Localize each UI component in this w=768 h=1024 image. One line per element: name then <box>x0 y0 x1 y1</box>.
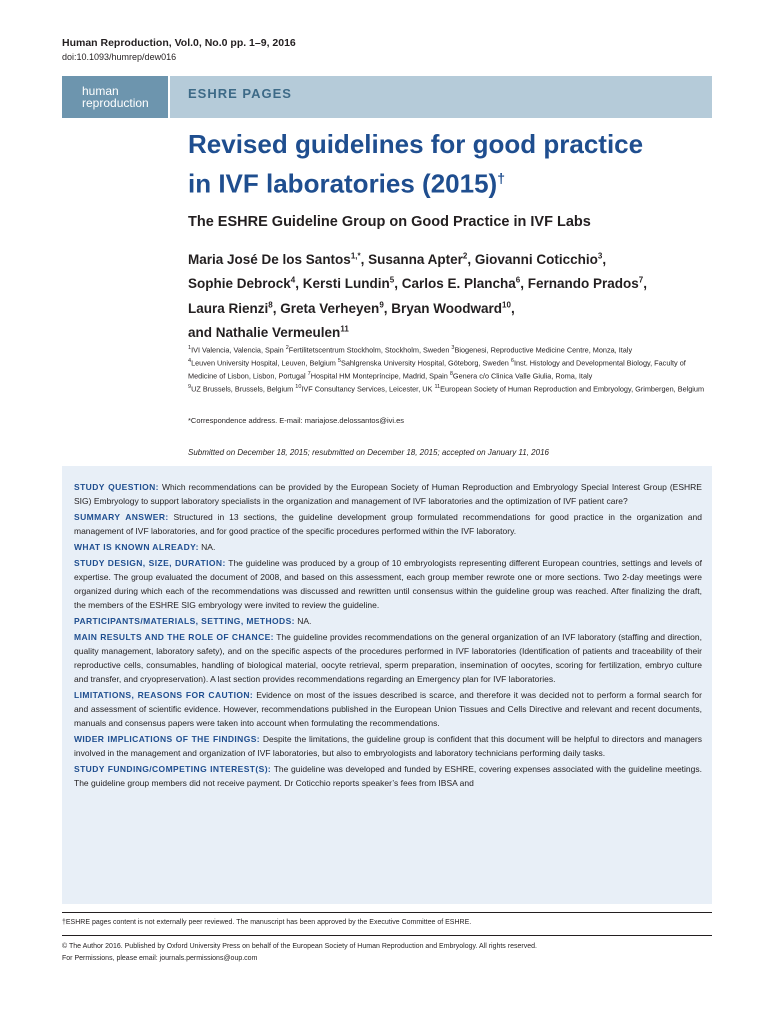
author: Giovanni Coticchio$^3$, <box>474 251 607 267</box>
abstract-heading: STUDY QUESTION: <box>74 482 159 492</box>
journal-citation: Human Reproduction, Vol.0, No.0 pp. 1–9, 2016 <box>62 37 296 49</box>
article-title <box>188 127 708 201</box>
author: Greta Verheyen$^9$, <box>280 300 392 316</box>
author-list <box>188 245 718 343</box>
title-line-2: in IVF laboratories (2015) <box>188 168 498 199</box>
abstract-body: Despite the limitations, the guideline group is confident that this document will be helpful to directors and managers involved in the management and organization of IVF laboratories, but also to embryologists and laboratory technicians performing daily tasks. <box>74 734 702 758</box>
affiliations: $^1$IVI Valencia, Valencia, Spain $^2$Fertilitetscentrum Stockholm, Stockholm, Sweden $^3$Biogenesi, Reproductive Medicine Centre, Monza, Italy $^4$Leuven University Hospital, Leuven, Belgium $^5$Sahlgrenska University Hospital, Göteborg, Sweden $^6$Inst. Histology and Developmental Biology, Faculty of Medicine of Lisbon, Lisbon, Portugal $^7$Hospital HM Montepríncipe, Madrid, Spain $^8$Genera c/o Clinica Valle Giulia, Roma, Italy $^9$UZ Brussels, Brussels, Belgium $^{10}$IVF Consultancy Services, Leicester, UK $^{11}$European Society of Human Reproduction and Embryology, Grimbergen, Belgium <box>188 345 705 394</box>
author: Fernando Prados$^7$, <box>527 275 647 291</box>
section-label: ESHRE PAGES <box>188 86 292 101</box>
abstract-text <box>74 480 702 792</box>
abstract-body: Structured in 13 sections, the guideline development group formulated recommendations for good practice in the organization and management of IVF laboratories, and for good practice of the specific procedures performed within the IVF laboratory. <box>74 512 702 536</box>
abstract-body: The guideline provides recommendations on the general organization of an IVF laboratory (staffing and direction, quality management, laboratory safety), and on the specific aspects of the procedures performed in IVF laboratories (Identification of patients and traceability of their reproductive cells, consumables, handling of biological material, oocyte retrieval, sperm preparation, insemination of oocytes, scoring for fertilization, embryo culture and transfer, and cryopreservation). A last section provides recommendations regarding an Emergency plan for IVF laboratories. <box>74 632 702 684</box>
abstract-heading: STUDY DESIGN, SIZE, DURATION: <box>74 558 226 568</box>
abstract-body: Which recommendations can be provided by the European Society of Human Reproduction and Embryology Special Interest Group (ESHRE SIG) Embryology to support laboratory specialists in the organization and management of IVF laboratories and the optimization of IVF patient care? <box>74 482 702 506</box>
submission-dates: Submitted on December 18, 2015; resubmitted on December 18, 2015; accepted on January 11, 2016 <box>188 448 549 457</box>
journal-logo <box>62 76 168 118</box>
abstract-section <box>74 762 702 790</box>
article-subtitle: The ESHRE Guideline Group on Good Practice in IVF Labs <box>188 214 591 230</box>
abstract-section <box>74 688 702 730</box>
abstract-heading: STUDY FUNDING/COMPETING INTEREST(S): <box>74 764 272 774</box>
footnote: †ESHRE pages content is not externally peer reviewed. The manuscript has been approved by the Executive Committee of ESHRE. <box>62 919 472 926</box>
doi: doi:10.1093/humrep/dew016 <box>62 52 177 62</box>
author: Sophie Debrock$^4$, <box>188 275 303 291</box>
author: Laura Rienzi$^8$, <box>188 300 281 316</box>
abstract-heading: PARTICIPANTS/MATERIALS, SETTING, METHODS: <box>74 616 295 626</box>
logo-line-1: human <box>82 84 119 98</box>
abstract-box <box>62 466 712 904</box>
title-footnote-mark: † <box>497 170 506 186</box>
author: Susanna Apter$^2$, <box>368 251 475 267</box>
footnote-divider <box>62 912 712 913</box>
author: and Nathalie Vermeulen$^{11}$ <box>188 324 349 340</box>
abstract-body: NA. <box>297 616 312 626</box>
author: Maria José De los Santos$^{1,*}$, <box>188 251 369 267</box>
abstract-section <box>74 480 702 508</box>
abstract-section <box>74 556 702 612</box>
author: Kersti Lundin$^5$, <box>302 275 402 291</box>
author: Bryan Woodward$^{10}$, <box>391 300 515 316</box>
abstract-heading: LIMITATIONS, REASONS FOR CAUTION: <box>74 690 254 700</box>
correspondence-address: *Correspondence address. E-mail: mariajose.delossantos@ivi.es <box>188 416 405 425</box>
abstract-heading: WHAT IS KNOWN ALREADY: <box>74 542 199 552</box>
abstract-body: The guideline was developed and funded by ESHRE, covering expenses associated with the guideline meetings. The guideline group members did not receive payment. Dr Coticchio reports speaker’s fees from IBSA and <box>74 764 702 788</box>
abstract-body: Evidence on most of the issues described is scarce, and therefore it was decided not to perform a formal search for and assessment of scientific evidence. However, recommendations published in the European Union Tissues and Cells Directive and relevant and recent documents, manuals and consensus papers were taken into account when formulating the recommendations. <box>74 690 702 728</box>
abstract-section <box>74 732 702 760</box>
abstract-section <box>74 630 702 686</box>
abstract-body: NA. <box>201 542 216 552</box>
abstract-heading: MAIN RESULTS AND THE ROLE OF CHANCE: <box>74 632 274 642</box>
abstract-heading: SUMMARY ANSWER: <box>74 512 169 522</box>
abstract-section <box>74 540 702 554</box>
section-banner <box>170 76 712 118</box>
logo-line-2: reproduction <box>82 96 149 110</box>
copyright-divider <box>62 935 712 936</box>
author: Carlos E. Plancha$^6$, <box>401 275 528 291</box>
abstract-section <box>74 614 702 628</box>
permissions-notice: For Permissions, please email: journals.permissions@oup.com <box>62 955 258 962</box>
copyright-notice: © The Author 2016. Published by Oxford University Press on behalf of the European Society of Human Reproduction and Embryology. All rights reserved. <box>62 943 537 950</box>
abstract-section <box>74 510 702 538</box>
abstract-heading: WIDER IMPLICATIONS OF THE FINDINGS: <box>74 734 261 744</box>
abstract-body: The guideline was produced by a group of 10 embryologists representing different European countries, settings and levels of expertise. The group evaluated the document of 2008, and based on this assessment, each group member rewrote one or more sections. Two 2-day meetings were organized during which each of the recommendations was discussed and rewritten until consensus within the guideline group was reached. After finalizing the draft, the members of the ESHRE SIG embryology were invited to review the guideline. <box>74 558 702 610</box>
title-line-1: Revised guidelines for good practice <box>188 129 644 159</box>
